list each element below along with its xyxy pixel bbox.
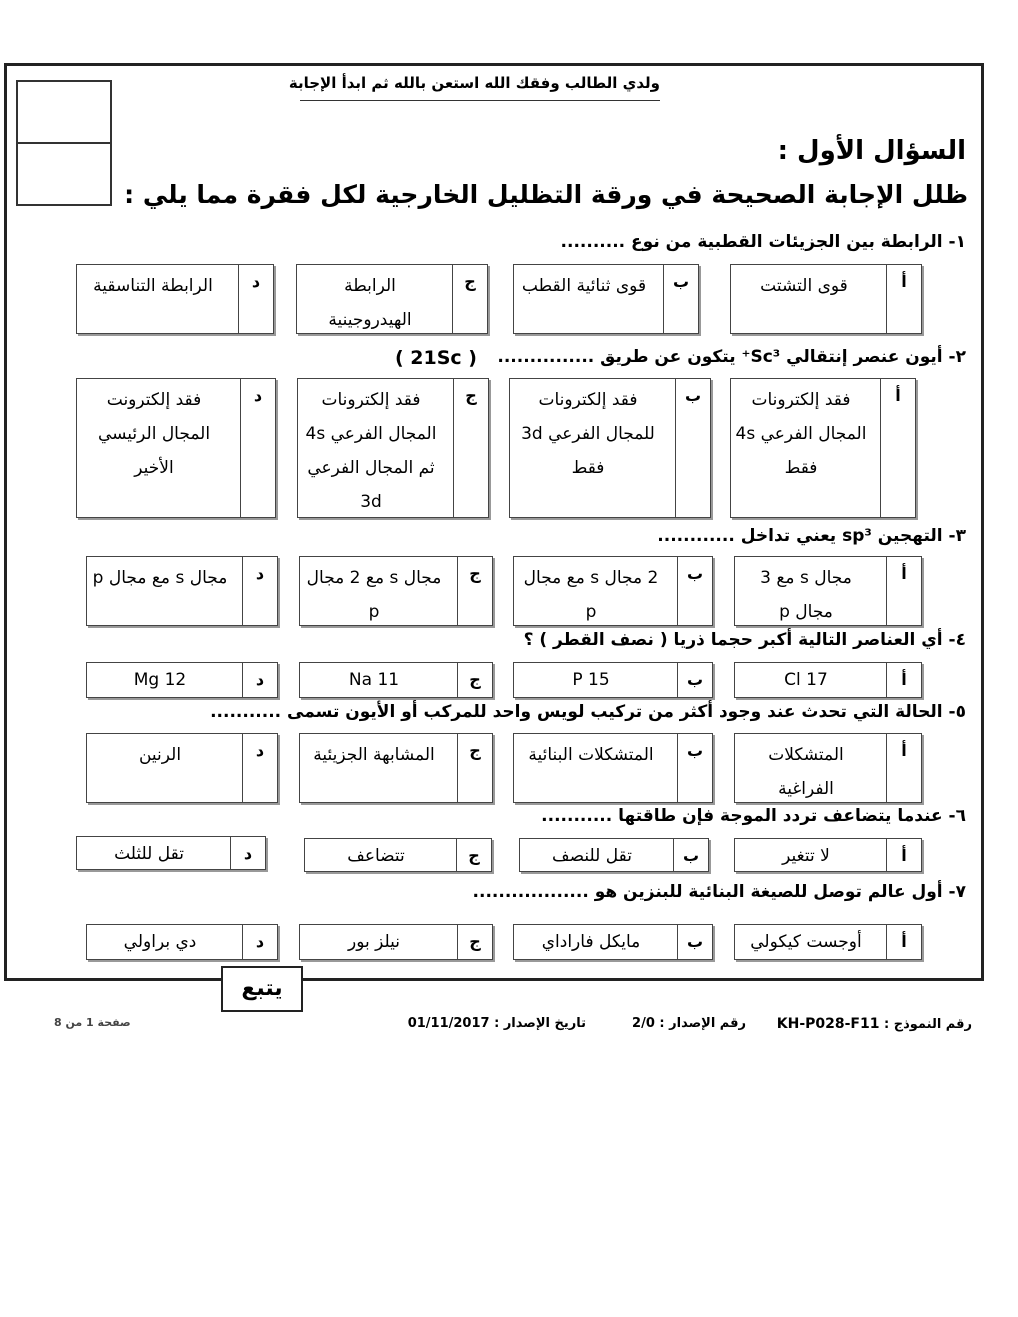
option-letter: ج (457, 734, 492, 802)
q3-option-b[interactable] (513, 556, 713, 626)
option-text: 11 Na (348, 670, 400, 690)
q2-option-c[interactable] (297, 378, 489, 518)
option-text: فقد إلكترونت المجال الرئيسي الأخير (97, 390, 211, 478)
option-text: الرابطة التناسقية (93, 276, 213, 296)
option-text: المتشكلات الفراغية (768, 745, 844, 799)
option-letter: أ (886, 839, 921, 871)
option-text: مجال s مع مجال p (92, 568, 228, 588)
question-7-text: ٧- أول عالم توصل للصيغة البنائية للبنزين هو .................. (472, 882, 966, 902)
option-text: لا تتغير (782, 846, 830, 866)
q2-option-b[interactable] (509, 378, 711, 518)
q1-option-a[interactable] (730, 264, 922, 334)
q2-option-a[interactable] (730, 378, 916, 518)
q5-option-d[interactable] (86, 733, 278, 803)
option-text: 12 Mg (133, 670, 187, 690)
option-text: تقل للثلث (114, 844, 184, 864)
question-1-text: ١- الرابطة بين الجزيئات القطبية من نوع .......... (560, 232, 966, 252)
q1-option-b[interactable] (513, 264, 699, 334)
page-title: السؤال الأول : (777, 136, 966, 166)
option-letter: أ (886, 734, 921, 802)
option-letter: ب (677, 557, 712, 625)
q4-option-d[interactable] (86, 662, 278, 698)
option-letter: ج (452, 265, 487, 333)
question-4-text: ٤- أي العناصر التالية أكبر حجما ذريا ( نصف القطر ) ؟ (523, 630, 966, 650)
option-text: تتضاعف (347, 846, 405, 866)
option-text: دي براولي (123, 932, 197, 952)
footer-date-value: 01/11/2017 (407, 1016, 490, 1031)
option-letter: ب (677, 734, 712, 802)
footer-form (777, 1016, 972, 1032)
option-letter: د (242, 925, 277, 959)
option-text: 17 Cl (784, 670, 828, 690)
option-letter: ب (675, 379, 710, 517)
option-letter: أ (886, 265, 921, 333)
option-letter: د (242, 734, 277, 802)
q1-option-c[interactable] (296, 264, 488, 334)
q7-option-b[interactable] (513, 924, 713, 960)
option-text: نيلز بور (348, 932, 400, 952)
option-text: المشابهة الجزيئية (313, 745, 435, 765)
instruction: ظلل الإجابة الصحيحة في ورقة التظليل الخارجية لكل فقرة مما يلي : (124, 180, 968, 209)
option-text: 15 P (572, 670, 610, 690)
element-note: ( 21Sc ) (395, 347, 477, 369)
q6-option-b[interactable] (519, 838, 709, 872)
option-letter: د (242, 663, 277, 697)
option-letter: ج (456, 839, 491, 871)
question-2-text: ٢- أيون عنصر إنتقالي Sc³⁺ يتكون عن طريق ............... (497, 347, 966, 367)
option-text: أوجست كيكولي (750, 932, 862, 952)
option-letter: ب (677, 925, 712, 959)
score-box-bottom (16, 142, 112, 206)
q6-option-a[interactable] (734, 838, 922, 872)
option-text: فقد إلكترونات المجال الفرعي 4s ثم المجال الفرعي 3d (305, 390, 437, 512)
option-text: قوى ثنائية القطب (521, 276, 647, 296)
option-letter: ج (457, 557, 492, 625)
option-text: قوى التشتت (760, 276, 848, 296)
option-letter: د (242, 557, 277, 625)
option-text: مجال s مع 2 مجال p (306, 568, 442, 622)
q4-option-b[interactable] (513, 662, 713, 698)
question-6-text: ٦- عندما يتضاعف تردد الموجة فإن طاقتها ........... (541, 806, 966, 826)
q3-option-d[interactable] (86, 556, 278, 626)
question-5-text: ٥- الحالة التي تحدث عند وجود أكثر من تركيب لويس واحد للمركب أو الأيون تسمى ........... (210, 702, 966, 722)
q6-option-d[interactable] (76, 836, 266, 870)
footer-form-value: KH-P028-F11 (776, 1016, 880, 1032)
footer-date (408, 1016, 586, 1031)
option-text: فقد إلكترونات للمجال الفرعي 3d فقط (521, 390, 655, 478)
q2-option-d[interactable] (76, 378, 276, 518)
option-text: مجال s مع 3 مجال p (760, 568, 852, 622)
option-letter: أ (886, 925, 921, 959)
footer-version-value: 2/0 (632, 1016, 655, 1031)
option-letter: د (240, 379, 275, 517)
option-text: فقد إلكترونات المجال الفرعي 4s فقط (735, 390, 867, 478)
option-letter: د (238, 265, 273, 333)
q5-option-c[interactable] (299, 733, 493, 803)
q7-option-a[interactable] (734, 924, 922, 960)
option-letter: ب (677, 663, 712, 697)
option-letter: أ (886, 663, 921, 697)
footer-form-label: رقم النموذج : (884, 1017, 972, 1032)
continue-label: يتبع (221, 966, 303, 1012)
option-letter: أ (880, 379, 915, 517)
q1-option-d[interactable] (76, 264, 274, 334)
footer-version-label: رقم الإصدار : (659, 1016, 746, 1031)
option-letter: ج (457, 925, 492, 959)
option-letter: ب (673, 839, 708, 871)
q6-option-c[interactable] (304, 838, 492, 872)
header-note: ولدي الطالب وفقك الله استعن بالله ثم ابدأ الإجابة (288, 74, 660, 92)
option-letter: ج (453, 379, 488, 517)
q3-option-c[interactable] (299, 556, 493, 626)
option-letter: ج (457, 663, 492, 697)
footer-version (632, 1016, 746, 1031)
q3-option-a[interactable] (734, 556, 922, 626)
option-text: تقل للنصف (552, 846, 632, 866)
option-text: مايكل فاراداي (541, 932, 641, 952)
option-letter: أ (886, 557, 921, 625)
option-letter: ب (663, 265, 698, 333)
option-text: الرنين (138, 745, 182, 765)
option-letter: د (230, 837, 265, 869)
option-text: الرابطة الهيدروجينية (328, 276, 412, 330)
q4-option-a[interactable] (734, 662, 922, 698)
q5-option-b[interactable] (513, 733, 713, 803)
footer-page: صفحة 1 من 8 (54, 1016, 131, 1029)
q7-option-c[interactable] (299, 924, 493, 960)
question-3-text: ٣- التهجين sp³ يعني تداخل ............ (657, 526, 966, 546)
q4-option-c[interactable] (299, 662, 493, 698)
header-underline (300, 100, 660, 101)
q7-option-d[interactable] (86, 924, 278, 960)
option-text: 2 مجال s مع مجال p (523, 568, 659, 622)
q5-option-a[interactable] (734, 733, 922, 803)
option-text: المتشكلات البنائية (528, 745, 654, 765)
score-box-top (16, 80, 112, 144)
footer-date-label: تاريخ الإصدار : (494, 1016, 586, 1031)
